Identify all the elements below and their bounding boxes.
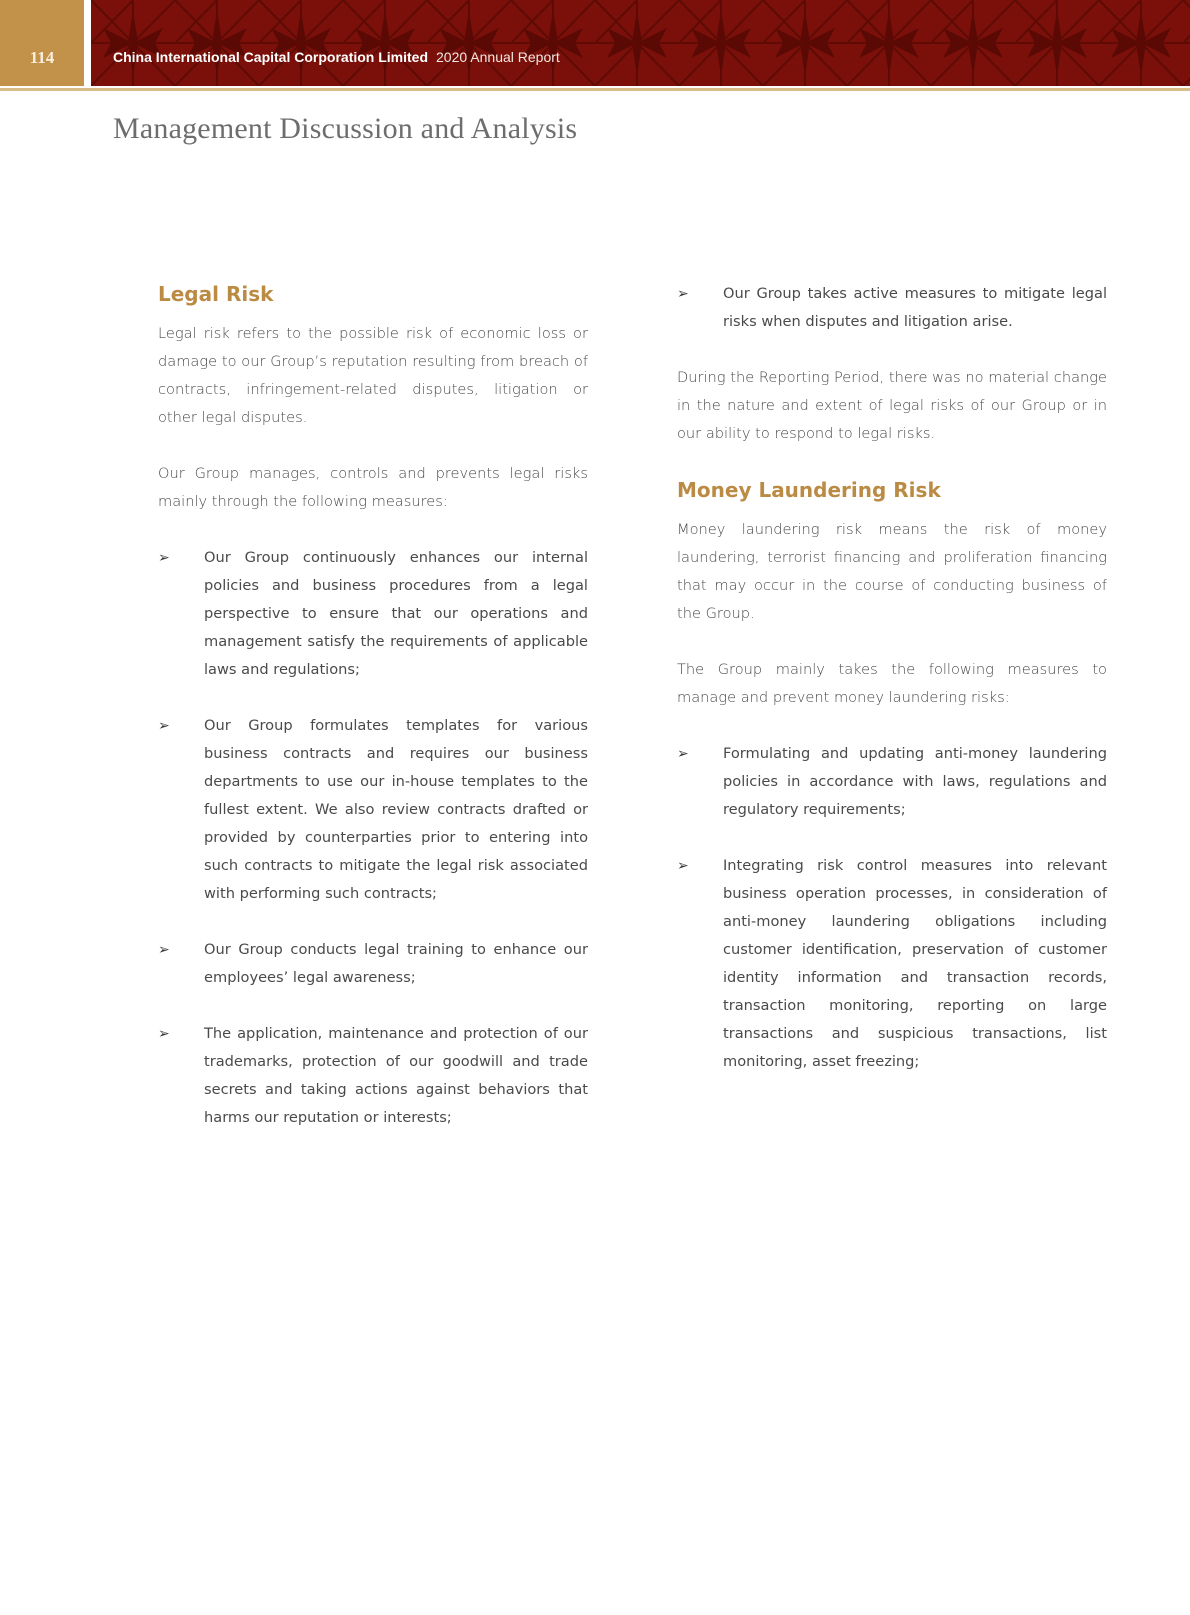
arrowhead-bullet-icon: ➢ [158,550,170,566]
list-item [158,1020,588,1132]
list-item [158,544,588,684]
header-banner [91,0,1190,86]
arrowhead-bullet-icon: ➢ [158,718,170,734]
right-column [677,280,1107,1104]
company-name: China International Capital Corporation Limited [113,49,429,65]
legal-risk-intro: Legal risk refers to the possible risk of economic loss or damage to our Group’s reputation resulting from breach of contracts, infringement-related disputes, litigation or other legal disputes. [158,325,588,426]
list-item [158,712,588,908]
left-column [158,280,588,1160]
list-item [677,740,1107,824]
page-number-box [0,0,84,86]
asanoha-pattern-icon [91,0,1190,86]
list-item [677,280,1107,336]
arrowhead-bullet-icon: ➢ [158,942,170,958]
list-item-text: Our Group conducts legal training to enhance our employees’ legal awareness; [204,941,588,986]
arrowhead-bullet-icon: ➢ [677,746,689,762]
list-item-text: Our Group continuously enhances our internal policies and business procedures from a legal perspective to ensure that our operations and management satisfy the requirements of applicable laws and regulations; [204,549,588,678]
header-divider [0,88,1190,91]
list-item-text: Formulating and updating anti-money laundering policies in accordance with laws, regulations and regulatory requirements; [723,745,1107,818]
arrowhead-bullet-icon: ➢ [158,1026,170,1042]
list-item-text: Our Group formulates templates for various business contracts and requires our business departments to use our in-house templates to the fullest extent. We also review contracts drafted or provided by counterparties prior to entering into such contracts to mitigate the legal risk associated with performing such contracts; [204,717,588,902]
legal-risk-measures-intro: Our Group manages, controls and prevents legal risks mainly through the following measures: [158,465,588,510]
money-laundering-intro: Money laundering risk means the risk of money laundering, terrorist financing and proliferation financing that may occur in the course of conducting business of the Group. [677,521,1107,622]
list-item [158,936,588,992]
arrowhead-bullet-icon: ➢ [677,858,689,874]
page-number: 114 [29,48,55,67]
list-item-text: Integrating risk control measures into relevant business operation processes, in consideration of anti-money laundering obligations including customer identification, preservation of customer identity information and transaction records, transaction monitoring, reporting on large transactions and suspicious transactions, list monitoring, asset freezing; [723,857,1107,1070]
arrowhead-bullet-icon: ➢ [677,286,689,302]
running-header [113,49,560,65]
page-title: Management Discussion and Analysis [113,112,578,145]
report-title: 2020 Annual Report [436,49,560,65]
list-item-text: The application, maintenance and protection of our trademarks, protection of our goodwill and trade secrets and taking actions against behaviors that harms our reputation or interests; [204,1025,588,1126]
money-laundering-heading: Money Laundering Risk [677,478,941,502]
legal-risk-heading: Legal Risk [158,282,274,306]
legal-risk-summary: During the Reporting Period, there was no material change in the nature and extent of legal risks of our Group or in our ability to respond to legal risks. [677,369,1107,442]
list-item [677,852,1107,1076]
money-laundering-measures-intro: The Group mainly takes the following measures to manage and prevent money laundering risks: [677,661,1107,706]
list-item-text: Our Group takes active measures to mitigate legal risks when disputes and litigation arise. [723,285,1107,330]
